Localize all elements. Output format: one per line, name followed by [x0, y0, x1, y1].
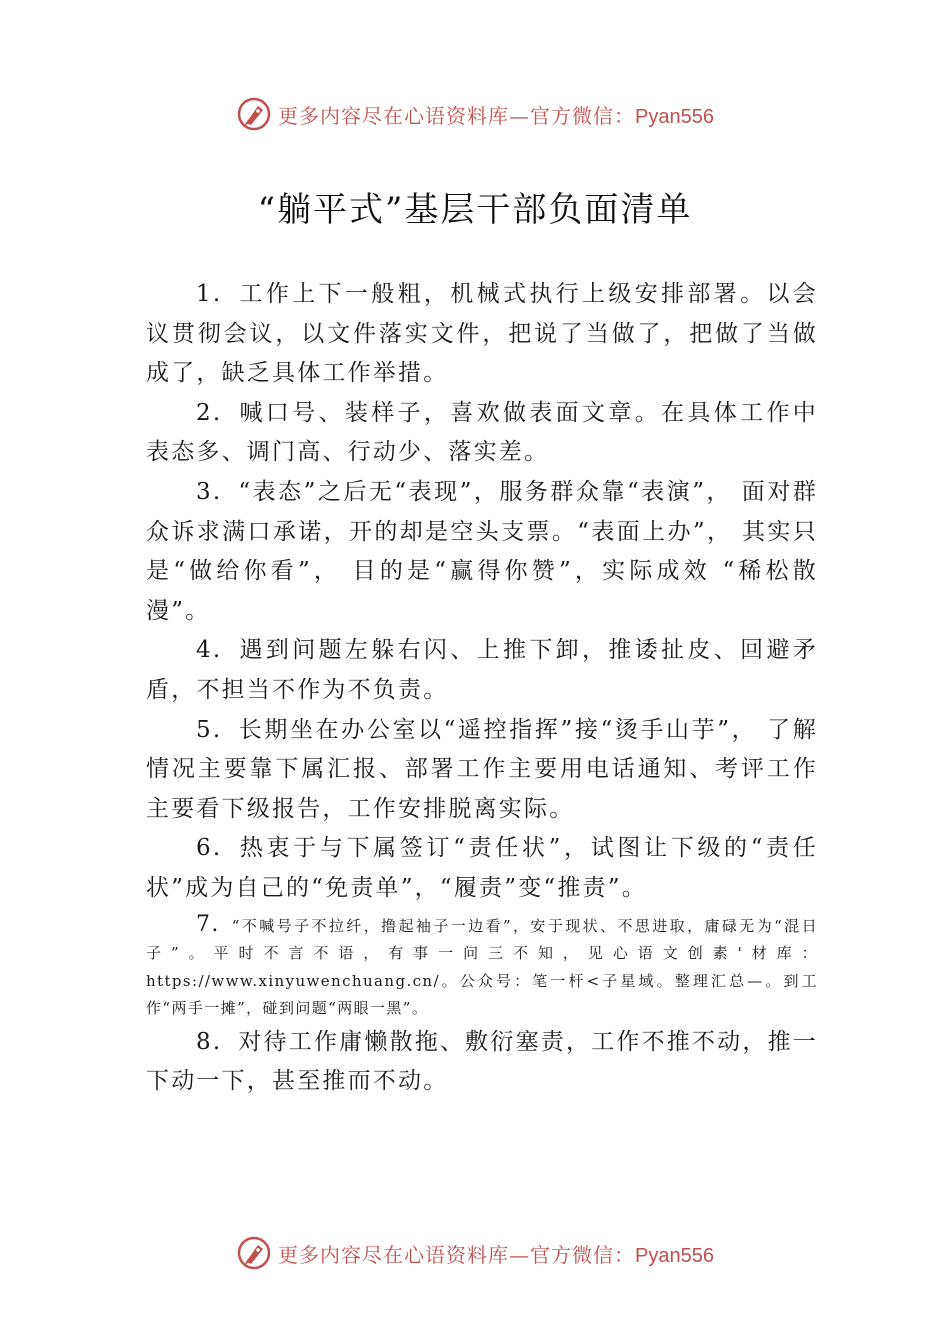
- list-item: 8. 对待工作庸懒散拖、敷衍塞责，工作不推不动，推一下动一下，甚至推而不动。: [146, 1028, 818, 1095]
- pen-nib-circle-icon: [236, 96, 272, 132]
- header-watermark: [0, 94, 950, 134]
- list-item: 3. “表态”之后无“表现”，服务群众靠“表演”， 面对群众诉求满口承诺，开的却是空头支票。“表面上办”， 其实只是“做给你看”， 目的是“赢得你赞”，实际成效 “稀松散漫”。: [146, 478, 818, 624]
- list-item: 6. 热衷于与下属签订“责任状”，试图让下级的“责任状”成为自己的“免责单”，“履责”变“推责”。: [146, 835, 818, 901]
- list-item: 1. 工作上下一般粗，机械式执行上级安排部署。以会 议贯彻会议，以文件落实文件，把说了当做了，把做了当做成了，缺乏具体工作举措。: [146, 281, 818, 387]
- list-item: 4. 遇到问题左躲右闪、上推下卸，推诿扯皮、回避矛盾，不担当不作为不负责。: [146, 637, 818, 703]
- list-item: 5. 长期坐在办公室以“遥控指挥”接“烫手山芋”， 了解情况主要靠下属汇报、部署工作主要用电话通知、考评工作主要看下级报告，工作安排脱离实际。: [146, 716, 818, 822]
- document-body: [146, 275, 818, 1102]
- watermark-text: 更多内容尽在心语资料库—官方微信：Pyan556: [278, 1242, 714, 1267]
- list-item: 2. 喊口号、装样子，喜欢做表面文章。在具体工作中 表态多、调门高、行动少、落实差。: [146, 399, 818, 466]
- watermark-text: 更多内容尽在心语资料库—官方微信：Pyan556: [278, 103, 714, 128]
- document-title: “躺平式”基层干部负面清单: [257, 190, 693, 230]
- list-item: 7. “不喊号子不拉纤，撸起袖子一边看”，安于现状、不思进取，庸碌无为“混日子”。平时不言不语，有事一问三不知，见心语文创素'材库：https://www.xinyuwenchuang.cn/。公众号：笔一杆<子星域。整理汇总—。到工作“两手一摊”，碰到问题“两眼一黑”。: [146, 911, 818, 1017]
- footer-watermark: [0, 1233, 950, 1273]
- pen-nib-circle-icon: [236, 1235, 272, 1271]
